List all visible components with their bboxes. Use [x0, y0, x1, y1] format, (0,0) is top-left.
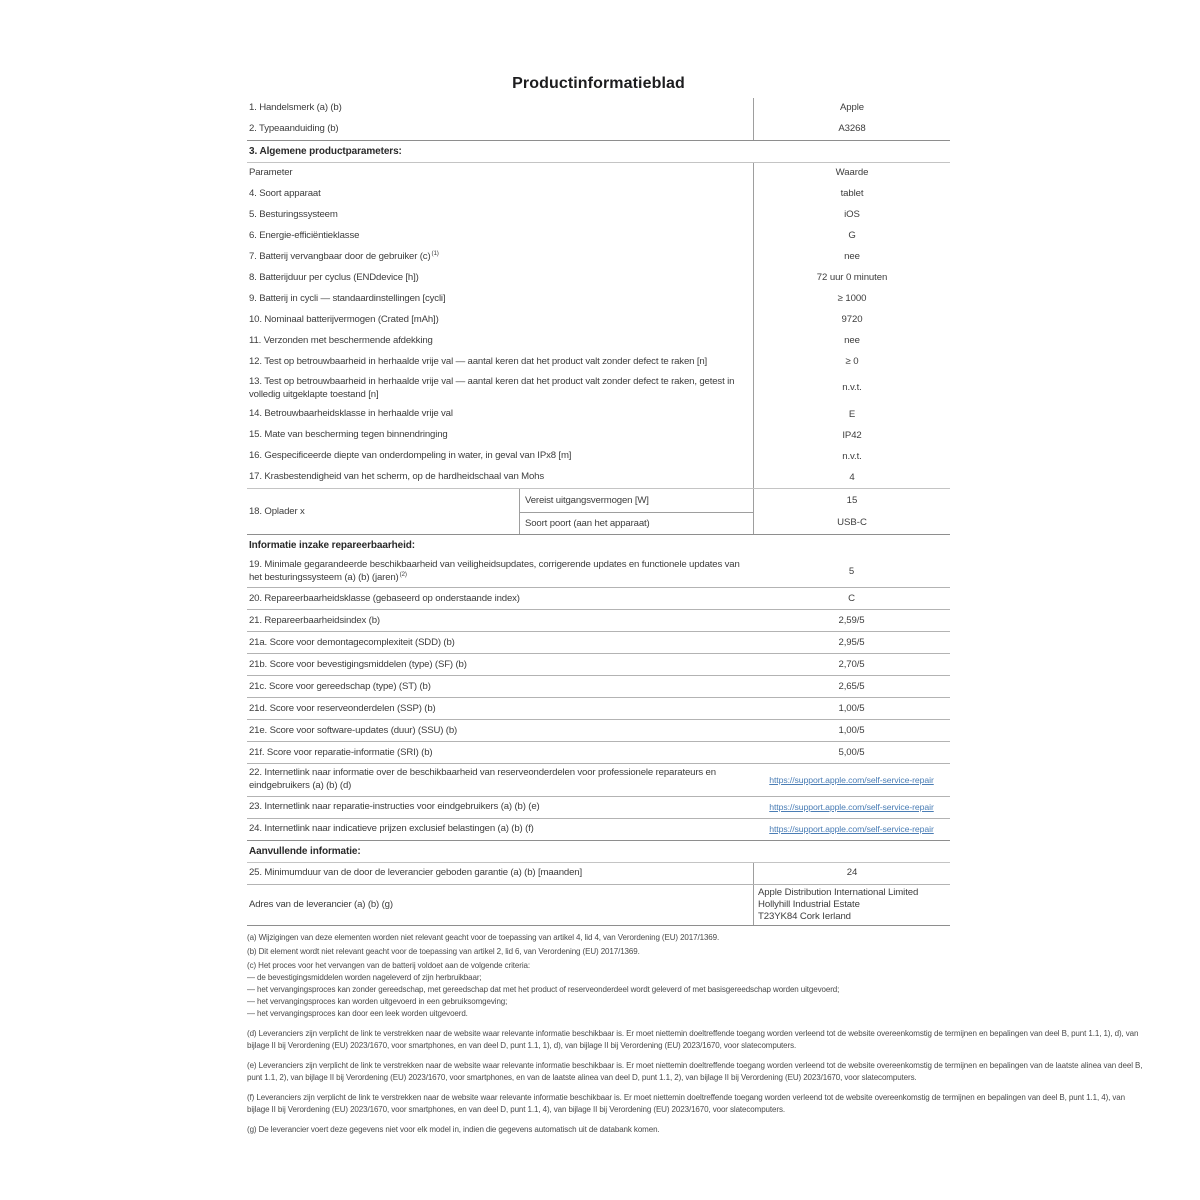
row-label-text: 21f. Score voor reparatie-informatie (SRI) (b) [249, 746, 433, 758]
row-value: IP42 [753, 425, 950, 446]
row-value: ≥ 0 [753, 352, 950, 373]
footnote-item: — de bevestigingsmiddelen worden nageleverd of zijn herbruikbaar; [247, 973, 482, 983]
table-row [247, 467, 950, 488]
table-row [247, 425, 950, 446]
row-label-text: 21. Repareerbaarheidsindex (b) [249, 614, 380, 626]
row-value: A3268 [753, 119, 950, 140]
row-label [247, 819, 753, 840]
row-label-text: 22. Internetlink naar informatie over de beschikbaarheid van reserveonderdelen voor professionele reparateurs en eindgebruikers (a) (b) (d) [249, 767, 716, 791]
row-label [247, 352, 753, 373]
row-label-text: 19. Minimale gegarandeerde beschikbaarheid van veiligheidsupdates, corrigerende updates en functionele updates van het besturingssysteem (a) (b) (jaren)$^{(2)}$ [249, 559, 740, 583]
row-value: 24 [753, 863, 950, 884]
row-value: 5,00/5 [838, 746, 865, 758]
row-label [247, 247, 753, 268]
table-row [247, 404, 950, 425]
table-row [247, 653, 950, 675]
row-label [247, 720, 753, 741]
charger-sub-value: 15 [846, 494, 858, 506]
table-row [247, 609, 950, 631]
row-label-text: 12. Test op betrouwbaarheid in herhaalde vrije val — aantal keren dat het product valt zonder defect te raken [n] [249, 356, 708, 368]
row-value: 2,70/5 [838, 658, 865, 670]
table-row [247, 331, 950, 352]
table-row [247, 310, 950, 331]
table-row [247, 352, 950, 373]
row-value: Apple [753, 98, 950, 119]
row-label-text: 24. Internetlink naar indicatieve prijzen exclusief belastingen (a) (b) (f) [249, 822, 534, 834]
footnote-item: (c) Het proces voor het vervangen van de batterij voldoet aan de volgende criteria: [247, 961, 530, 971]
row-label-text: 10. Nominaal batterijvermogen (Crated [mAh]) [249, 314, 439, 326]
charger-sub-label: Soort poort (aan het apparaat) [520, 512, 753, 535]
row-label [247, 885, 753, 926]
row-label-text: 21b. Score voor bevestigingsmiddelen (type) (SF) (b) [249, 658, 467, 670]
row-value: E [753, 404, 950, 425]
table-row [247, 373, 950, 404]
row-label-text: 6. Energie-efficiëntieklasse [249, 230, 360, 242]
row-value: tablet [753, 184, 950, 205]
row-label [247, 425, 753, 446]
row-label-text: 4. Soort apparaat [249, 188, 321, 200]
section-header: 3. Algemene productparameters: [247, 140, 950, 163]
table-row [247, 763, 950, 795]
row-label [247, 268, 753, 289]
table-block [247, 863, 950, 927]
row-label-footnote-marker: (2) [399, 570, 407, 578]
row-value: 2,59/5 [838, 614, 865, 626]
footnote-item: (g) De leverancier voert deze gegevens niet voor elk model in, indien die gegevens automatisch uit de databank komen. [247, 1125, 660, 1135]
table-row [247, 741, 950, 763]
table-row [247, 719, 950, 741]
row-value: 1,00/5 [838, 702, 865, 714]
table-row [247, 184, 950, 205]
footnote-item: (f) Leveranciers zijn verplicht de link te verstrekken naar de website waar relevante informatie beschikbaar is. Er moet niettemin doeltreffende toegang worden verleend tot de website overeenkomstig de termijnen en bepalingen van deel B, punt 1.1, 4), van bijlage II bij Verordening (EU) 2023/1670, voor smartphones, en van deel D, punt 1.1, 4), van bijlage II bij Verordening (EU) 2023/1670, voor slatecomputers. [247, 1093, 1125, 1115]
row-label-text: 9. Batterij in cycli — standaardinstellingen [cycli] [249, 293, 446, 305]
row-label-text: 1. Handelsmerk (a) (b) [249, 102, 342, 114]
row-label-text: 11. Verzonden met beschermende afdekking [249, 335, 433, 347]
row-label [247, 226, 753, 247]
footnote-item: (d) Leveranciers zijn verplicht de link te verstrekken naar de website waar relevante informatie beschikbaar is. Er moet niettemin doeltreffende toegang worden verleend tot de website overeenkomstig de termijnen en bepalingen van deel B, punt 1.1, 1), d), van bijlage II bij Verordening (EU) 2023/1670, voor smartphones, en van deel D, punt 1.1, 1), d), van bijlage II bij Verordening (EU) 2023/1670, voor slatecomputers. [247, 1029, 1139, 1051]
row-value [753, 764, 950, 795]
table-row [247, 247, 950, 268]
row-label-text: 14. Betrouwbaarheidsklasse in herhaalde vrije val [249, 408, 453, 420]
row-label [247, 310, 753, 331]
row-label-text: 13. Test op betrouwbaarheid in herhaalde vrije val — aantal keren dat het product valt zonder defect te raken, getest in volledig uitgeklapte toestand [n] [249, 376, 735, 400]
row-label [247, 654, 753, 675]
row-label [247, 467, 753, 488]
row-label-text: 2. Typeaanduiding (b) [249, 123, 339, 135]
row-label [247, 764, 753, 795]
row-label [247, 556, 753, 587]
product-table [247, 98, 950, 926]
row-label [247, 676, 753, 697]
row-label-text: 15. Mate van bescherming tegen binnendringing [249, 429, 448, 441]
charger-label: 18. Oplader x [249, 506, 305, 518]
table-row [247, 863, 950, 884]
row-value: C [848, 592, 855, 604]
table-row [247, 98, 950, 119]
row-label [247, 163, 753, 184]
footnote-item: (e) Leveranciers zijn verplicht de link te verstrekken naar de website waar relevante informatie beschikbaar is. Er moet niettemin doeltreffende toegang worden verleend tot de website overeenkomstig de termijnen en bepalingen van de laatste alinea van deel B, punt 1.1, 2), van bijlage II bij Verordening (EU) 2023/1670, voor smartphones, en van de laatste alinea van deel D, punt 1.1, 2), van bijlage II bij Verordening (EU) 2023/1670, voor slatecomputers. [247, 1061, 1143, 1083]
charger-sub-labels [519, 489, 753, 534]
section-header: Informatie inzake repareerbaarheid: [249, 540, 416, 552]
value-link[interactable]: https://support.apple.com/self-service-repair [769, 774, 934, 785]
table-row [247, 697, 950, 719]
row-value: nee [753, 247, 950, 268]
table-row [247, 446, 950, 467]
row-value: 4 [753, 467, 950, 488]
table-row [247, 289, 950, 310]
row-value: 2,65/5 [838, 680, 865, 692]
page-title: Productinformatieblad [512, 75, 685, 92]
table-block [247, 163, 950, 488]
row-label-text: 5. Besturingssysteem [249, 209, 338, 221]
row-label-footnote-marker: (1) [431, 250, 439, 258]
row-value: ≥ 1000 [753, 289, 950, 310]
footnote-item: — het vervangingsproces kan door een leek worden uitgevoerd. [247, 1009, 468, 1019]
row-value [753, 797, 950, 818]
table-row [247, 226, 950, 247]
table-row [247, 163, 950, 184]
table-row [247, 884, 950, 926]
row-label [247, 289, 753, 310]
table-row [247, 556, 950, 587]
row-label-text: 8. Batterijduur per cyclus (ENDdevice [h]) [249, 272, 419, 284]
row-value [753, 819, 950, 840]
supplier-address-line: Apple Distribution International Limited [758, 886, 919, 898]
row-label [247, 119, 753, 140]
table-block [247, 556, 950, 839]
footnote-item: (b) Dit element wordt niet relevant geacht voor de toepassing van artikel 2, lid 6, van Verordening (EU) 2017/1369. [247, 947, 640, 957]
charger-row [247, 488, 950, 535]
row-label-text: Adres van de leverancier (a) (b) (g) [249, 898, 393, 910]
row-label [247, 404, 753, 425]
row-label-text: 25. Minimumduur van de door de leverancier geboden garantie (a) (b) [maanden] [249, 866, 582, 878]
row-label-text: 21a. Score voor demontagecomplexiteit (SDD) (b) [249, 636, 455, 648]
row-label-text: 23. Internetlink naar reparatie-instructies voor eindgebruikers (a) (b) (e) [249, 800, 540, 812]
row-value: 2,95/5 [838, 636, 865, 648]
footnote-item: — het vervangingsproces kan zonder gereedschap, met gereedschap dat met het product of reserveonderdeel wordt geleverd of met basisgereedschap worden uitgevoerd; [247, 985, 840, 995]
table-row [247, 818, 950, 840]
row-value: 72 uur 0 minuten [753, 268, 950, 289]
row-value: Waarde [753, 163, 950, 184]
supplier-address-line: Hollyhill Industrial Estate [758, 898, 860, 910]
row-label [247, 610, 753, 631]
row-label [247, 373, 753, 404]
row-value: 5 [848, 565, 855, 577]
row-label-text: 16. Gespecificeerde diepte van onderdompeling in water, in geval van IPx8 [m] [249, 450, 572, 462]
table-row [247, 631, 950, 653]
row-value: nee [753, 331, 950, 352]
supplier-address-line: T23YK84 Cork Ierland [758, 911, 851, 923]
row-label-text: 7. Batterij vervangbaar door de gebruiker $(c)^{(1)}$ [249, 250, 439, 263]
row-label [247, 698, 753, 719]
row-label [247, 446, 753, 467]
table-row [247, 675, 950, 697]
footnote-item: (a) Wijzigingen van deze elementen worden niet relevant geacht voor de toepassing van artikel 4, lid 4, van Verordening (EU) 2017/1369. [247, 933, 720, 943]
table-block [247, 98, 950, 140]
value-link[interactable]: https://support.apple.com/self-service-repair [769, 823, 934, 834]
row-value: G [753, 226, 950, 247]
row-label-text: 20. Repareerbaarheidsklasse (gebaseerd op onderstaande index) [249, 592, 520, 604]
row-label [247, 632, 753, 653]
row-value: n.v.t. [753, 373, 950, 404]
row-value: n.v.t. [753, 446, 950, 467]
table-row [247, 796, 950, 818]
footnote-item: — het vervangingsproces kan worden uitgevoerd in een gebruiksomgeving; [247, 997, 508, 1007]
table-row [247, 268, 950, 289]
row-value: 1,00/5 [838, 724, 865, 736]
table-row [247, 205, 950, 226]
row-label-text: Parameter [249, 167, 293, 179]
row-label-text: 17. Krasbestendigheid van het scherm, op de hardheidschaal van Mohs [249, 471, 545, 483]
table-row [247, 119, 950, 140]
row-label [247, 797, 753, 818]
table-row [247, 587, 950, 609]
row-value [753, 885, 950, 926]
row-label [247, 184, 753, 205]
row-label [247, 331, 753, 352]
row-value: iOS [753, 205, 950, 226]
row-label-text: 21e. Score voor software-updates (duur) (SSU) (b) [249, 724, 458, 736]
row-label-text: 21d. Score voor reserveonderdelen (SSP) (b) [249, 702, 436, 714]
row-value: 9720 [753, 310, 950, 331]
footnotes [247, 932, 1147, 1136]
charger-sub-values [753, 489, 950, 534]
row-label [247, 742, 753, 763]
charger-sub-value: USB-C [837, 517, 867, 529]
row-label [247, 98, 753, 119]
value-link[interactable]: https://support.apple.com/self-service-repair [769, 801, 934, 812]
row-label [247, 588, 753, 609]
product-sheet [247, 75, 1143, 1136]
row-label [247, 863, 753, 884]
section-header: Aanvullende informatie: [247, 840, 950, 863]
row-label [247, 205, 753, 226]
charger-sub-label: Vereist uitgangsvermogen [W] [525, 494, 649, 506]
row-label-text: 21c. Score voor gereedschap (type) (ST) (b) [249, 680, 431, 692]
